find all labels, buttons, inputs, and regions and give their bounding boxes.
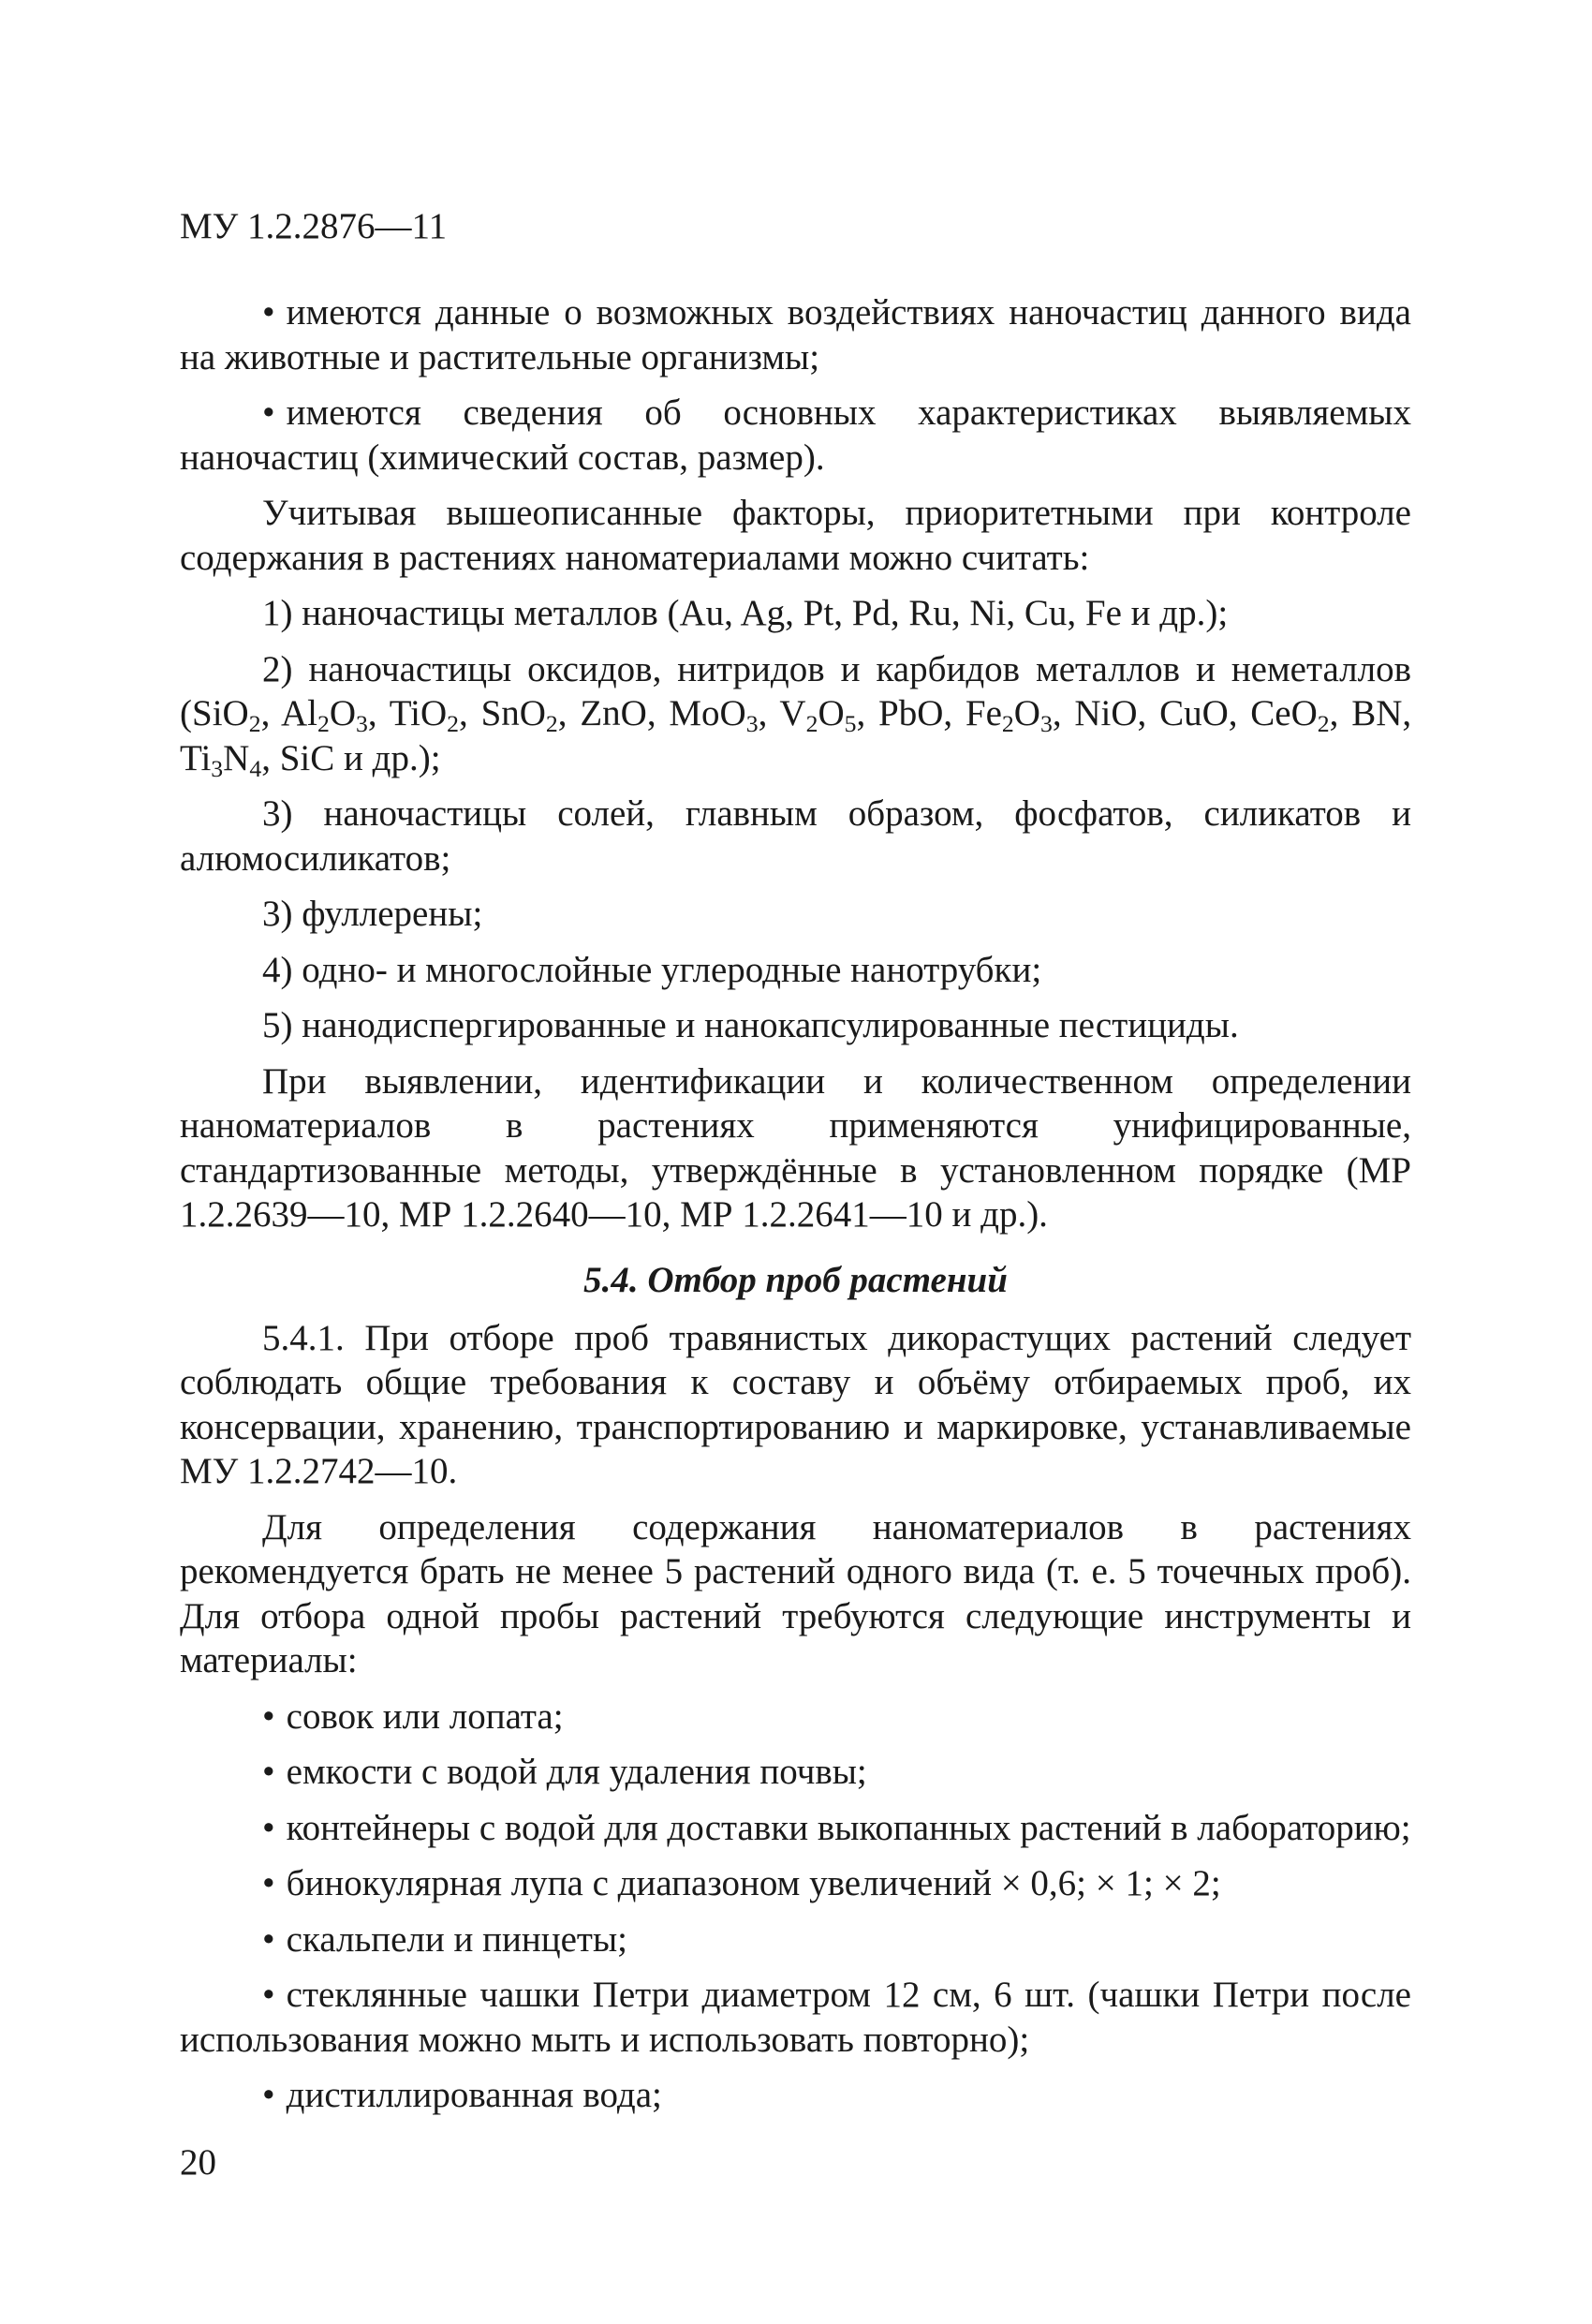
methods-paragraph: При выявлении, идентификации и количественном определении наноматериалов в растениях применяются унифицированные, стандартизованные методы, утверждённые в установленном порядке (МР 1.2.2639—10, МР 1.2.2640—10, МР 1.2.2641—10 и др.). xyxy=(180,1060,1411,1235)
list-item-5: 5) нанодиспергированные и нанокапсулированные пестициды. xyxy=(262,1005,1239,1045)
formula: MoO$_3$ xyxy=(669,693,759,738)
tool-text: стеклянные чашки Петри диаметром 12 см, 6 шт. (чашки Петри после использования можно мыть и использовать повторно); xyxy=(180,1975,1411,2060)
bullet-item xyxy=(180,391,1411,480)
document-code: МУ 1.2.2876—11 xyxy=(180,206,448,246)
list-item-2: 2) наночастицы оксидов, нитридов и карбидов металлов и неметаллов (SiO$_2$, $Al_2O_3$, TiO$_2$, SnO$_2$, ZnO, MoO$_3$, $V_2O_5$, PbO, $Fe_2O_3$, NiO, CuO, CeO$_2$, BN, $Ti_3N_4$, SiC и др.); xyxy=(180,648,1412,782)
intro-paragraph: Учитывая вышеописанные факторы, приоритетными при контроле содержания в растениях наноматериалами можно считать: xyxy=(180,493,1411,578)
tool-item xyxy=(180,2073,1411,2118)
tool-text: бинокулярная лупа с диапазоном увеличений × 0,6; × 1; × 2; xyxy=(286,1863,1221,1903)
formula: ZnO xyxy=(580,693,647,733)
tool-text: контейнеры с водой для доставки выкопанных растений в лабораторию; xyxy=(286,1807,1411,1848)
tool-item xyxy=(180,1973,1411,2062)
formula: $V_2O_5$ xyxy=(779,693,857,738)
bullet-text: имеются сведения об основных характеристиках выявляемых наночастиц (химический состав, размер). xyxy=(180,392,1411,478)
bullet-glyph: • xyxy=(262,1918,275,1960)
list-item-2-suffix: и др.); xyxy=(334,737,441,778)
tool-item xyxy=(180,1806,1411,1851)
bullet-glyph: • xyxy=(262,1752,275,1792)
tool-item xyxy=(180,1861,1411,1906)
list-item-4: 4) одно- и многослойные углеродные нанотрубки; xyxy=(262,949,1042,990)
tool-item xyxy=(180,1750,1411,1795)
tool-text: скальпели и пинцеты; xyxy=(286,1918,627,1960)
page-number: 20 xyxy=(180,2142,216,2183)
section-heading: 5.4. Отбор проб растений xyxy=(583,1259,1008,1300)
formula: $Fe_2O_3$ xyxy=(965,693,1053,738)
tool-text: дистиллированная вода; xyxy=(286,2075,662,2115)
formula: CeO$_2$ xyxy=(1250,693,1330,738)
bullet-glyph: • xyxy=(262,1807,275,1848)
formula: SiC xyxy=(279,737,335,778)
bullet-glyph: • xyxy=(262,292,275,333)
bullet-text: имеются данные о возможных воздействиях наночастиц данного вида на животные и растительные организмы; xyxy=(180,292,1411,377)
section-paragraph: 5.4.1. При отборе проб травянистых дикорастущих растений следует соблюдать общие требования к составу и объёму отбираемых проб, их консервации, хранению, транспортированию и маркировке, устанавливаемые МУ 1.2.2742—10. xyxy=(180,1317,1411,1491)
list-item-2-prefix: 2) наночастицы оксидов, нитридов и карбидов металлов и неметаллов ( xyxy=(180,648,1411,733)
list-item-1: 1) наночастицы металлов (Au, Ag, Pt, Pd, Ru, Ni, Cu, Fe и др.); xyxy=(262,593,1229,633)
tool-item xyxy=(180,1695,1411,1739)
tool-item xyxy=(180,1917,1411,1962)
formula: CuO xyxy=(1159,693,1229,733)
tool-text: совок или лопата; xyxy=(286,1695,564,1737)
formula: $Ti_3N_4$ xyxy=(180,737,262,782)
formula: NiO xyxy=(1074,693,1138,733)
list-item-3b: 3) фуллерены; xyxy=(262,894,483,934)
formula: TiO$_2$ xyxy=(389,693,460,738)
section-paragraph: Для определения содержания наноматериалов в растениях рекомендуется брать не менее 5 растений одного вида (т. е. 5 точечных проб). Для отбора одной пробы растений требуются следующие инструменты и материалы: xyxy=(180,1506,1411,1680)
bullet-glyph: • xyxy=(262,1975,275,2015)
page-body xyxy=(180,290,1411,2118)
bullet-glyph: • xyxy=(262,2075,275,2115)
bullet-glyph: • xyxy=(262,1695,275,1737)
formula: SiO$_2$ xyxy=(192,693,261,738)
formula: PbO xyxy=(878,693,944,733)
formula: BN xyxy=(1351,693,1403,733)
tool-text: емкости с водой для удаления почвы; xyxy=(286,1752,867,1792)
formula: SnO$_2$ xyxy=(480,693,558,738)
bullet-item xyxy=(180,290,1411,379)
formula: $Al_2O_3$ xyxy=(280,693,368,738)
list-item-3: 3) наночастицы солей, главным образом, фосфатов, силикатов и алюмосиликатов; xyxy=(180,793,1411,879)
bullet-glyph: • xyxy=(262,392,275,433)
bullet-glyph: • xyxy=(262,1863,275,1903)
